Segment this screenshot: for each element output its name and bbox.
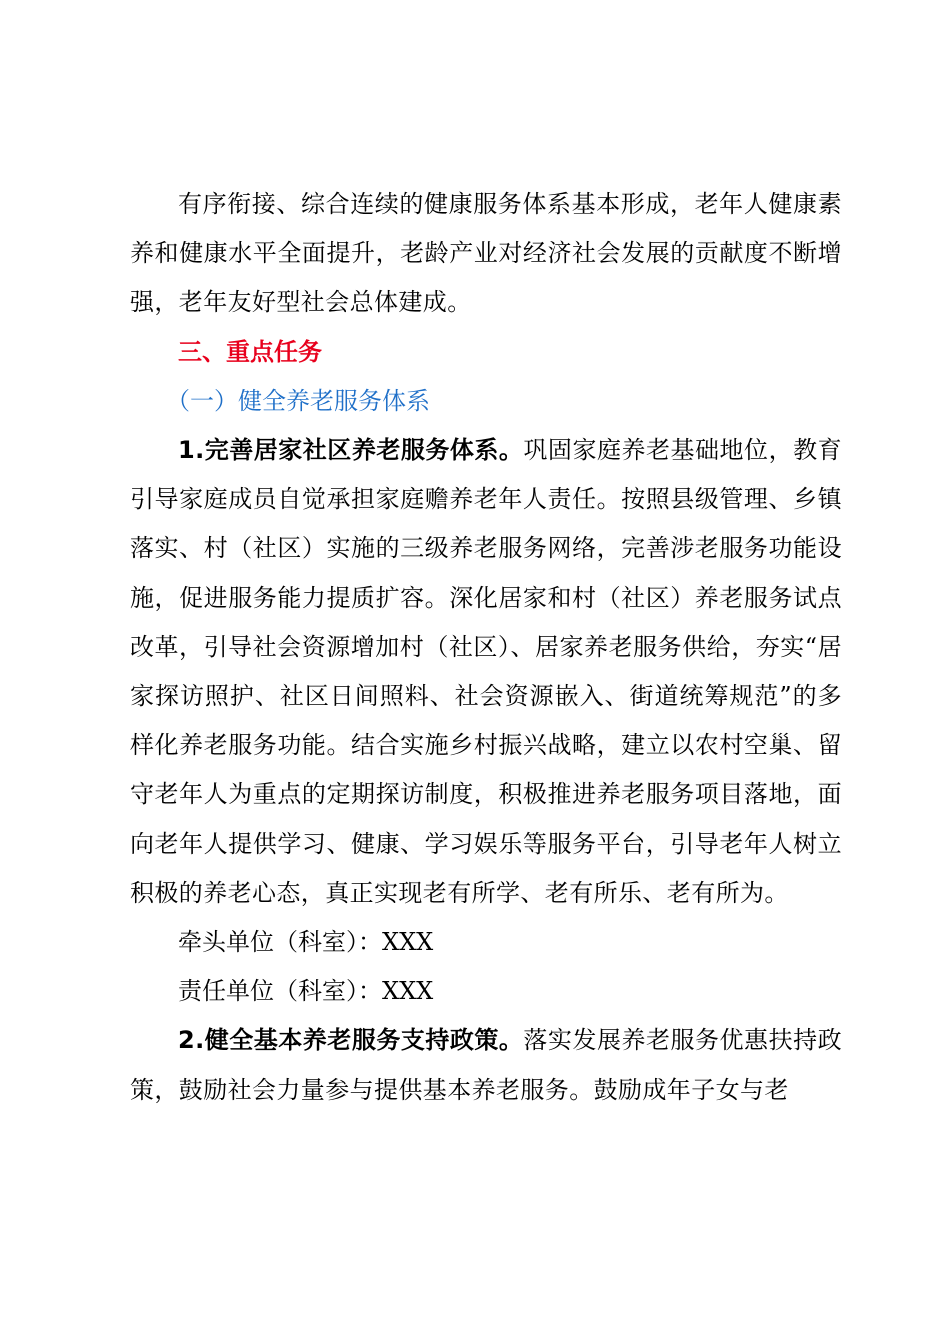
item-1-lead-unit: 牵头单位（科室）：XXX	[178, 928, 434, 957]
item-1-title: 1.完善居家社区养老服务体系。	[178, 436, 524, 465]
item-1-body: 巩固家庭养老基础地位，教育引导家庭成员自觉承担家庭赡养老年人责任。按照县级管理、乡镇落实、村（社区）实施的三级养老服务网络，完善涉老服务功能设施，促进服务能力提质扩容。深化居家和村（社区）养老服务试点改革，引导社会资源增加村（社区）、居家养老服务供给，夯实“居家探访照护、社区日间照料、社会资源嵌入、街道统筹规范”的多样化养老服务功能。结合实施乡村振兴战略，建立以农村空巢、留守老年人为重点的定期探访制度，积极推进养老服务项目落地，面向老年人提供学习、健康、学习娱乐等服务平台，引导老年人树立积极的养老心态，真正实现老有所学、老有所乐、老有所为。	[130, 436, 842, 907]
item-2-paragraph	[130, 1016, 842, 1114]
item-1-paragraph	[130, 426, 842, 918]
item-2-body: 落实发展养老服务优惠扶持政策，鼓励社会力量参与提供基本养老服务。鼓励成年子女与老	[130, 1026, 842, 1104]
item-2-title: 2.健全基本养老服务支持政策。	[178, 1026, 524, 1055]
subsection-heading: （一）健全养老服务体系	[166, 386, 430, 415]
intro-paragraph: 有序衔接、综合连续的健康服务体系基本形成，老年人健康素养和健康水平全面提升，老龄产业对经济社会发展的贡献度不断增强，老年友好型社会总体建成。	[130, 190, 842, 317]
document-body	[130, 180, 842, 1115]
item-1-responsible-unit: 责任单位（科室）：XXX	[178, 977, 434, 1006]
section-heading: 三、重点任务	[178, 337, 322, 366]
